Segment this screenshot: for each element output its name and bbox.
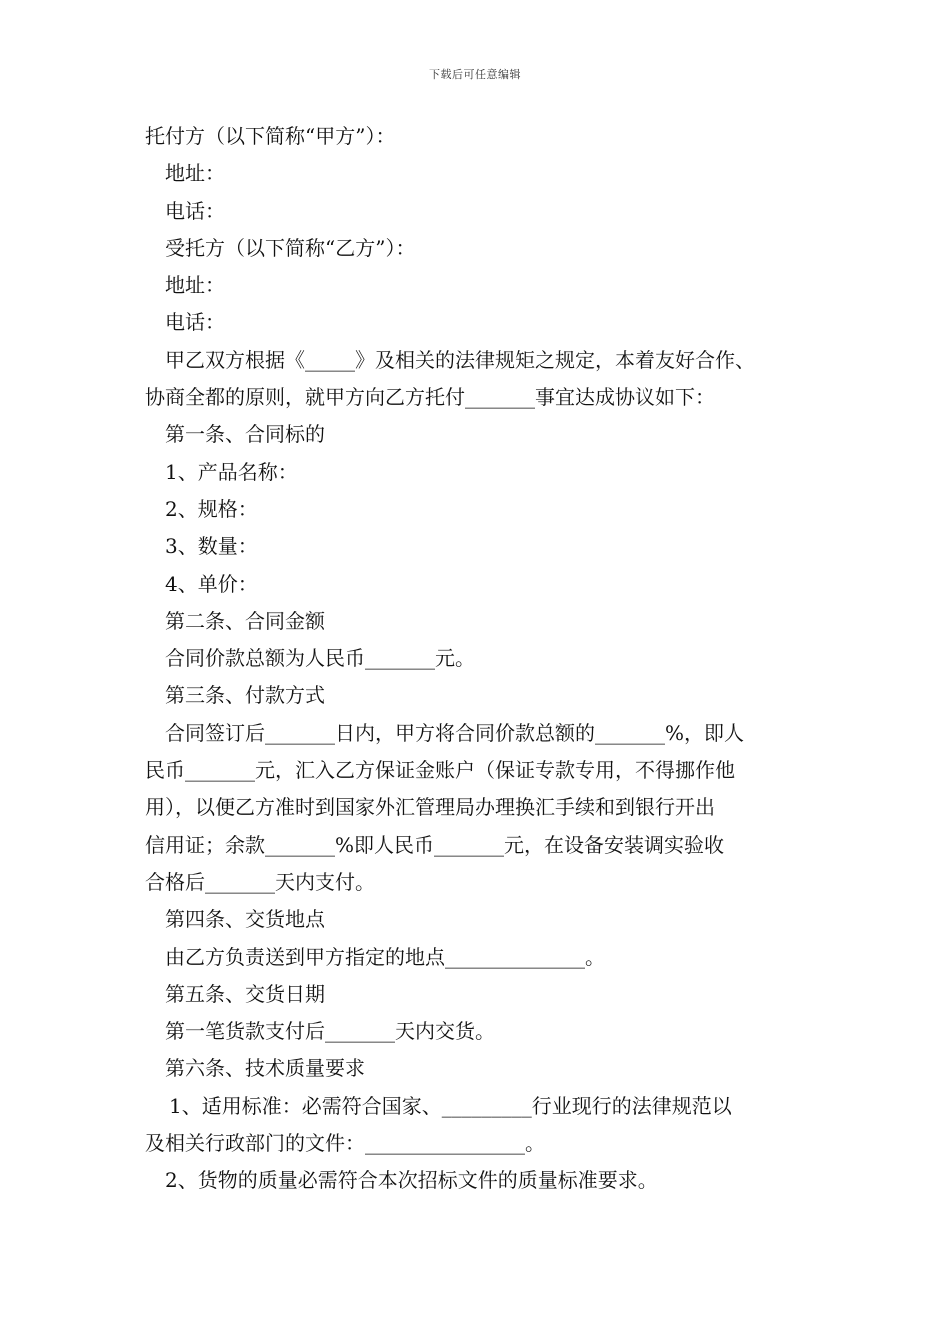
article-4-text: 由乙方负责送到甲方指定的地点______________。 — [165, 944, 605, 969]
article-1-item-4: 4、单价： — [165, 571, 258, 596]
article-3-text-4: 信用证；余款_______%即人民币_______元，在设备安装调实验收 — [145, 832, 725, 857]
article-2-heading: 第二条、合同金额 — [165, 608, 325, 633]
article-1-item-2: 2、规格： — [165, 496, 258, 521]
article-4-heading: 第四条、交货地点 — [165, 907, 325, 932]
article-6-item-1-line-2: 及相关行政部门的文件：________________。 — [145, 1131, 545, 1156]
article-3-text-1: 合同签订后_______日内，甲方将合同价款总额的_______%，即人 — [165, 720, 745, 745]
party-a-phone: 电话： — [165, 198, 225, 223]
article-3-text-3: 用），以便乙方准时到国家外汇管理局办理换汇手续和到银行开出 — [145, 795, 715, 820]
article-5-text: 第一笔货款支付后_______天内交货。 — [165, 1019, 495, 1044]
article-6-heading: 第六条、技术质量要求 — [165, 1056, 365, 1081]
article-6-item-2: 2、货物的质量必需符合本次招标文件的质量标准要求。 — [165, 1168, 658, 1193]
party-b-phone: 电话： — [165, 310, 225, 335]
article-5-heading: 第五条、交货日期 — [165, 981, 325, 1006]
party-a-heading: 托付方（以下简称“甲方”）： — [145, 124, 396, 148]
page-header-note: 下载后可任意编辑 — [429, 68, 521, 81]
article-1-item-3: 3、数量： — [165, 534, 258, 559]
article-3-heading: 第三条、付款方式 — [165, 683, 325, 708]
article-2-text: 合同价款总额为人民币_______元。 — [165, 646, 475, 671]
article-3-text-2: 民币_______元，汇入乙方保证金账户（保证专款专用，不得挪作他 — [145, 758, 735, 783]
article-1-heading: 第一条、合同标的 — [165, 422, 325, 447]
preamble-line-2: 协商全都的原则，就甲方向乙方托付_______事宜达成协议如下： — [145, 385, 715, 410]
party-b-heading: 受托方（以下简称“乙方”）： — [165, 235, 416, 260]
party-b-address: 地址： — [165, 273, 225, 298]
article-3-text-5: 合格后_______天内支付。 — [145, 869, 375, 894]
preamble-line-1: 甲乙双方根据《_____》及相关的法律规矩之规定，本着友好合作、 — [165, 347, 755, 372]
contract-body — [145, 118, 825, 1200]
party-a-address: 地址： — [165, 161, 225, 186]
article-1-item-1: 1、产品名称： — [165, 459, 298, 484]
article-6-item-1-line-1: 1、适用标准：必需符合国家、_________行业现行的法律规范以 — [169, 1093, 732, 1118]
